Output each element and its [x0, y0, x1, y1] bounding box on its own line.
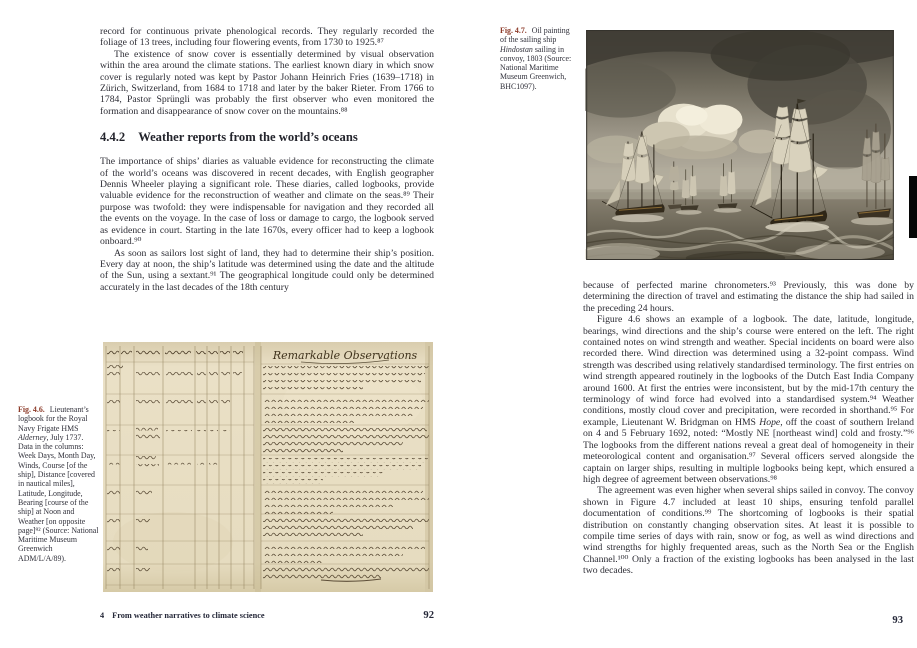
paragraph-convoy: The agreement was even higher when several ships sailed in convoy. The convoy shown in Figure 4.7 included at least 10 ships, ensuring tenfold parallel documentation of conditions.⁹⁹ The shortcoming of logbooks is their spatial distribution on constantly changing observation sites. At least it is possible to compile time series of days with rain, snow or fog, as well as wind directions and wind strengths for highly frequented areas, such as the North Sea or the English Channel.¹⁰⁰ Only a fraction of the existing logbooks has been analysed in the last two decades. [583, 485, 914, 577]
figure-4-6-caption-columns: Data in the columns: Week Days, Month Day, Winds, Course [of the ship], Distance [covered in nautical miles], Latitude, Longitude, Bearing [course of the ship] at Noon and Weather [on opposite page]⁹² (Source: National Maritime Museum Greenwich ADM/L/A/89). [18, 442, 99, 563]
paragraph-phenology: record for continuous private phenological records. They regularly recorded the foliage of 13 trees, including four flowering events, from 1730 to 1925.⁸⁷ [100, 26, 434, 49]
chapter-number: 4 [100, 611, 105, 620]
page-number-right: 93 [892, 615, 903, 626]
figure-4-7-label: Fig. 4.7. [500, 26, 527, 35]
chapter-thumb-tab [909, 176, 917, 238]
right-page-text-column [583, 280, 914, 577]
ships-in-convoy-painting [585, 30, 895, 260]
page-number-left: 92 [423, 610, 434, 621]
manuscript-title: Remarkable Observations [272, 349, 418, 362]
paragraph-chronometers: because of perfected marine chronometers.⁹³ Previously, this was done by determining the direction of travel and estimating the distance the ship had sailed in the preceding 24 hours. [583, 280, 914, 314]
figure-4-7-painting [585, 30, 895, 260]
paragraph-logbooks-intro: The importance of ships’ diaries as valuable evidence for reconstructing the climate of the world’s oceans was discovered in recent decades, with English geographer Dennis Wheeler playing a significant role. These diaries, called logbooks, provide valuable evidence for the reconstruction of weather and climate on the seas.⁸⁹ Their purpose was twofold: they were indispensable for navigation and they recorded all the events on the voyage. In the case of loss or damage to cargo, the logbook served as evidence in court. Starting in the late 1670s, every officer had to keep a logbook onboard.⁹⁰ [100, 156, 434, 248]
logbook-manuscript-photo [103, 342, 433, 592]
figure-4-6-label: Fig. 4.6. [18, 405, 45, 414]
figure-4-7-caption-line [500, 26, 578, 91]
section-heading-4-4-2 [100, 130, 434, 144]
running-head [100, 611, 265, 620]
figure-4-7-caption-text: Oil painting of the sailing ship Hindostan sailing in convoy, 1803 (Source: National Maritime Museum Greenwich, BHC1097). [500, 26, 572, 91]
paragraph-snow-cover: The existence of snow cover is essentially determined by visual observation within the area around the climate stations. The earliest known diary in which snow cover is regularly noted was kept by Pastor Johann Heinrich Fries (1639–1718) in Zürich, Switzerland, from 1684 to 1718 and later by the baker Rieter. From 1766 to 1784, Pastor Sprüngli was probably the first observer who even monitored the formation and disappearance of snow cover on the mountains.⁸⁸ [100, 48, 434, 117]
figure-4-7-caption [500, 26, 578, 91]
paragraph-logbook-example: Figure 4.6 shows an example of a logbook. The date, latitude, longitude, bearings, wind directions and the ship’s course were entered on the left. The right contained notes on wind strength and weather. Special incidents on board were also recorded there. Wind direction was determined using a 32-point compass. Wind strength was described using relatively standardised terminology. The first entries on wind strength appeared routinely in the logbooks of the Dutch East India Company around 1600. At first the entries were inconsistent, but by the mid-17th century the terminology of wind force had evolved into a standardised system.⁹⁴ Weather conditions, mostly cloud cover and precipitation, were recorded in shorthand.⁹⁵ For example, Lieutenant W. Bridgman on HMS Hope, off the coast of southern Ireland on 4 and 5 February 1692, noted: “Mostly NE [northeast wind] cold and frosty.”⁹⁶ The logbooks from the different nations reveal a great deal of homogeneity in their meteorological content and organisation.⁹⁷ Several officers served alongside the captain on larger ships, resulting in multiple logbooks being kept, which ensured a high degree of agreement between observations.⁹⁸ [583, 314, 914, 485]
figure-4-6-caption-line1 [18, 405, 99, 442]
paragraph-sailors-position: As soon as sailors lost sight of land, they had to determine their ship’s position. Every day at noon, the ship’s latitude was determined using the date and the altitude of the Sun, using a sextant.⁹¹ The geographical longitude could only be determined accurately in the last decades of the 18th century [100, 247, 434, 293]
chapter-title: From weather narratives to climate science [112, 611, 265, 620]
manuscript-column-headers [107, 350, 243, 357]
section-number: 4.4.2 [100, 130, 126, 145]
left-page-footer [100, 610, 434, 621]
right-page-footer [583, 610, 903, 628]
figure-4-6-caption-text: Lieutenant’s logbook for the Royal Navy Frigate HMS Alderney, July 1737. [18, 405, 89, 442]
figure-4-6-caption [18, 405, 99, 563]
left-page-text-column [100, 26, 434, 293]
figure-4-6-logbook-image [103, 342, 433, 592]
section-title: Weather reports from the world’s oceans [138, 130, 358, 145]
